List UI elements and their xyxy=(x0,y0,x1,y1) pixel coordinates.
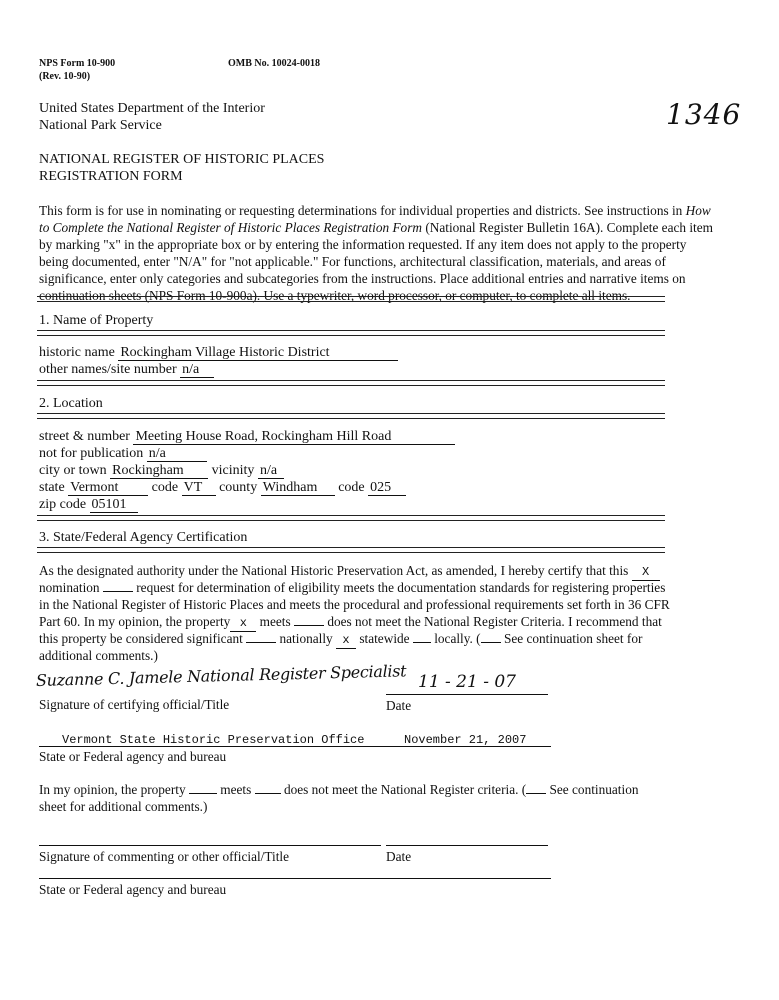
significance-text: this property be considered significant xyxy=(39,631,243,646)
agency-date-value[interactable]: November 21, 2007 xyxy=(404,733,527,747)
city-row xyxy=(39,462,284,479)
zip-label: zip code xyxy=(39,497,87,512)
does-not-meet-blank[interactable] xyxy=(294,613,324,626)
date-label: Date xyxy=(386,698,412,713)
certification-line-2 xyxy=(39,579,665,596)
zip-value[interactable]: 05101 xyxy=(90,497,138,513)
handwritten-number: 1346 xyxy=(666,98,742,131)
form-revision: (Rev. 10-90) xyxy=(39,71,91,82)
certification-line-6: additional comments.) xyxy=(39,648,158,663)
agency-line-2[interactable] xyxy=(39,878,551,879)
form-title: NATIONAL REGISTER OF HISTORIC PLACES xyxy=(39,152,325,167)
statewide-mark[interactable]: x xyxy=(336,633,356,649)
divider xyxy=(37,547,665,553)
other-names-label: other names/site number xyxy=(39,362,177,377)
opinion-continuation-blank[interactable] xyxy=(526,781,546,794)
state-value[interactable]: Vermont xyxy=(68,480,148,496)
instructions-paragraph xyxy=(39,202,713,304)
form-subtitle: REGISTRATION FORM xyxy=(39,169,183,184)
locally-label: locally. ( xyxy=(434,631,481,646)
opinion-line-2: sheet for additional comments.) xyxy=(39,799,208,814)
divider xyxy=(37,330,665,336)
opinion-meets-blank[interactable] xyxy=(189,781,217,794)
handwritten-signature: Suzanne C. Jamele National Register Specialist xyxy=(35,661,407,690)
divider xyxy=(37,413,665,419)
service-name: National Park Service xyxy=(39,118,162,133)
street-label: street & number xyxy=(39,429,130,444)
meets-mark[interactable]: x xyxy=(230,616,256,632)
city-value[interactable]: Rockingham xyxy=(110,463,208,479)
signature-label: Signature of certifying official/Title xyxy=(39,697,230,712)
commenting-signature-label: Signature of commenting or other official/Title xyxy=(39,849,290,864)
department-name: United States Department of the Interior xyxy=(39,101,265,116)
county-value[interactable]: Windham xyxy=(261,480,335,496)
request-blank[interactable] xyxy=(103,579,133,592)
commenting-signature-line[interactable] xyxy=(39,845,381,846)
street-row xyxy=(39,428,455,445)
nomination-label: nomination xyxy=(39,580,100,595)
commenting-date-label: Date xyxy=(386,849,412,864)
not-for-publication-value[interactable]: n/a xyxy=(147,446,207,462)
divider xyxy=(37,296,665,302)
vicinity-label: vicinity xyxy=(211,463,255,478)
other-names-value[interactable]: n/a xyxy=(180,362,214,378)
not-for-publication-label: not for publication xyxy=(39,446,144,461)
instructions-italic-title: How to Complete the National Register of Historic Places Registration Form xyxy=(39,203,711,235)
opinion-text: Part 60. In my opinion, the property xyxy=(39,614,231,629)
county-code-label: code xyxy=(338,480,365,495)
county-label: county xyxy=(219,480,258,495)
street-value[interactable]: Meeting House Road, Rockingham Hill Road xyxy=(133,429,455,445)
omb-number: OMB No. 10024-0018 xyxy=(228,58,320,69)
instructions-text-1: This form is for use in nominating or requesting determinations for individual properties and districts. See instructions in xyxy=(39,203,686,218)
locally-blank[interactable] xyxy=(413,630,431,643)
meets-label: meets xyxy=(259,614,291,629)
nomination-mark[interactable]: X xyxy=(632,565,660,581)
state-code-value[interactable]: VT xyxy=(182,480,216,496)
opinion-text: In my opinion, the property xyxy=(39,782,186,797)
vicinity-value[interactable]: n/a xyxy=(258,463,284,479)
continuation-blank[interactable] xyxy=(481,630,501,643)
section3-heading: 3. State/Federal Agency Certification xyxy=(39,530,248,545)
instructions-text-2: (National Register Bulletin 16A). Complete each item by marking "x" in the appropriate box or by entering the information requested. If any item does not apply to the property being documented, enter "N/A" for "not applicable." For functions, architectural classification, materials, and areas of significance, enter only categories and subcategories from the instructions. Place additional entries and narrative items on continuation sheets (NPS Form 10-900a). Use a typewriter, word processor, or computer, to complete all items. xyxy=(39,220,713,303)
state-code-label: code xyxy=(151,480,179,495)
date-line xyxy=(386,694,548,695)
opinion-text: does not meet the National Register Criteria. I recommend that xyxy=(327,614,662,629)
continuation-text: See continuation sheet for xyxy=(503,631,643,646)
section1-heading: 1. Name of Property xyxy=(39,313,154,328)
opinion-text: does not meet the National Register criteria. ( xyxy=(283,782,527,797)
certification-text: request for determination of eligibility meets the documentation standards for registering properties xyxy=(136,580,666,595)
county-code-value[interactable]: 025 xyxy=(368,480,406,496)
nationally-blank[interactable] xyxy=(246,630,276,643)
agency-line xyxy=(39,746,551,747)
opinion-meets-label: meets xyxy=(220,782,252,797)
nationally-label: nationally xyxy=(279,631,333,646)
state-label: state xyxy=(39,480,65,495)
certification-line-3: in the National Register of Historic Places and meets the procedural and professional requirements set forth in 36 CFR xyxy=(39,597,670,612)
agency-value[interactable]: Vermont State Historic Preservation Office xyxy=(62,733,365,747)
certification-text: As the designated authority under the National Historic Preservation Act, as amended, I hereby certify that this xyxy=(39,563,629,578)
historic-name-label: historic name xyxy=(39,345,115,360)
historic-name-value[interactable]: Rockingham Village Historic District xyxy=(118,345,398,361)
agency-label: State or Federal agency and bureau xyxy=(39,749,227,764)
commenting-date-line[interactable] xyxy=(386,845,548,846)
opinion-line-1 xyxy=(39,781,639,798)
state-row xyxy=(39,479,406,496)
section2-heading: 2. Location xyxy=(39,396,103,411)
opinion-continuation-text: See continuation xyxy=(549,782,639,797)
other-names-row xyxy=(39,361,214,378)
form-number: NPS Form 10-900 xyxy=(39,58,116,69)
handwritten-date: 11 - 21 - 07 xyxy=(418,672,516,692)
zip-row xyxy=(39,496,138,513)
city-label: city or town xyxy=(39,463,107,478)
historic-name-row xyxy=(39,344,398,361)
agency-label-2: State or Federal agency and bureau xyxy=(39,882,227,897)
divider xyxy=(37,380,665,386)
not-for-publication-row xyxy=(39,445,207,462)
opinion-does-not-meet-blank[interactable] xyxy=(255,781,281,794)
statewide-label: statewide xyxy=(359,631,410,646)
divider xyxy=(37,515,665,521)
